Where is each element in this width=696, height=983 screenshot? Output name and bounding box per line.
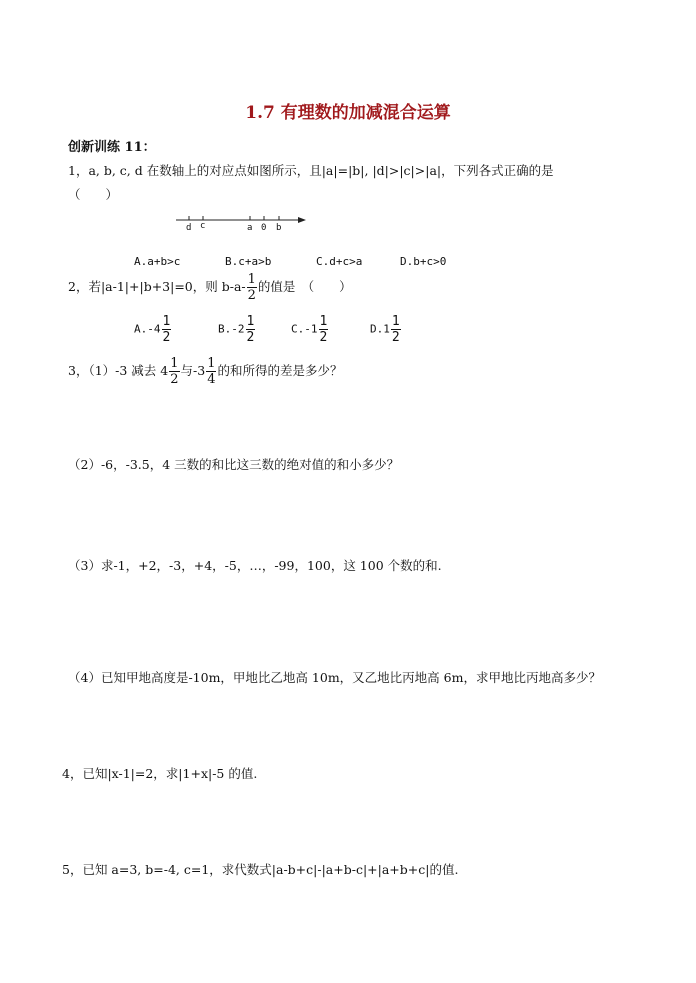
q2-prefix: 2，若|a-1|+|b+3|=0，则 b-a- [68, 279, 246, 294]
q1-option-a: A.a+b>c [134, 255, 181, 268]
q2-suffix: 的值是 （ ） [257, 279, 352, 294]
q2-option-d: D.1 $\frac{1}{2}$ [370, 314, 400, 345]
q2-fraction: $\frac{1}{2}$ [247, 272, 256, 303]
q3-part3: （3）求-1，+2，-3，+4，-5，…，-99，100，这 100 个数的和. [68, 558, 442, 573]
q2-option-c: C.-1 $\frac{1}{2}$ [291, 314, 328, 345]
q3-part2: （2）-6，-3.5，4 三数的和比这三数的绝对值的和小多少？ [68, 457, 400, 472]
q1-option-b: B.c+a>b [225, 255, 272, 268]
q3-fraction-quarter: $\frac{1}{4}$ [207, 356, 216, 387]
q3-part4: （4）已知甲地高度是-10m，甲地比乙地高 10m，又乙地比丙地高 6m，求甲地比丙地高多少？ [68, 670, 601, 685]
q1-text: 1，a, b, c, d 在数轴上的对应点如图所示，且|a|=|b|, |d|>|c|>|a|，下列各式正确的是 [68, 163, 554, 178]
q2-option-a: A.-4 $\frac{1}{2}$ [134, 314, 171, 345]
q1-answer-paren: （ ） [68, 187, 119, 202]
label-zero: 0 [261, 223, 267, 233]
number-line [170, 212, 310, 236]
page-title: 1.7 有理数的加减混合运算 [245, 103, 451, 123]
q3-part1: 3，（1）-3 减去 4 $\frac{1}{2}$ 与-3 $\frac{1}{4}$ 的和所得的差是多少？ [68, 356, 343, 387]
q4-text: 4，已知|x-1|=2，求|1+x|-5 的值. [62, 766, 258, 781]
q2-line [68, 273, 352, 302]
q5-text: 5，已知 a=3, b=-4, c=1，求代数式|a-b+c|-|a+b-c|+|a+b+c|的值. [62, 862, 459, 877]
q3-fraction-half: $\frac{1}{2}$ [170, 356, 179, 387]
section-heading: 创新训练 11： [68, 140, 156, 155]
label-a: a [247, 223, 253, 233]
label-b: b [276, 223, 282, 233]
label-d: d [186, 223, 192, 233]
q1-option-c: C.d+c>a [316, 255, 363, 268]
q2-option-b: B.-2 $\frac{1}{2}$ [218, 314, 255, 345]
label-c: c [200, 221, 206, 231]
q1-option-d: D.b+c>0 [400, 255, 447, 268]
